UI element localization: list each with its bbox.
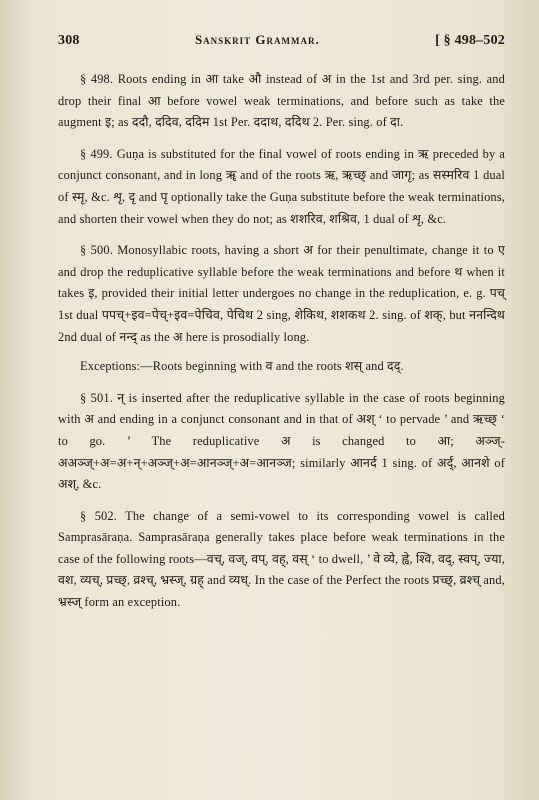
section-number: § 501. [80, 390, 113, 405]
section-number: § 498. [80, 72, 114, 86]
running-head [58, 32, 505, 49]
running-title: Sanskrit Grammar. [194, 32, 320, 47]
paragraph-501 [58, 388, 505, 496]
section-number: § 500. [80, 243, 113, 258]
paragraph-text: The change of a semi-vowel to its corresponding vowel is called Samprasāraṇa. Samprasāraṇa generally takes place before weak terminations in the case of the following roots—वच्, वज्, वप्, वह्, वस् ‘ to dwell, ’ वे व्ये, ह्वे, श्वि, वद्, स्वप्, ज्या, वश, व्यच्, प्रच्छ्, व्रश्च्, भ्रस्ज्, ग्रह् and व्यध्. In the case of the Perfect the roots प्रच्छ्, व्रश्च् and, भ्रस्ज् form an exception. [58, 508, 505, 610]
paragraph-text: Roots ending in आ take औ instead of अ in the 1st and 3rd per. sing. and drop their final आ before vowel weak terminations, and before such as take the augment इ; as ददौ, ददिव, ददिम 1st Per. ददाथ, ददिथ 2. Per. sing. of दा. [58, 72, 505, 130]
section-number: § 502. [80, 508, 117, 523]
page-number: 308 [58, 33, 80, 48]
paragraph-500 [58, 240, 505, 348]
paragraph-499 [58, 144, 505, 230]
paragraph-502 [58, 506, 505, 614]
section-number: § 499. [80, 146, 113, 161]
paragraph-498 [58, 69, 505, 134]
paragraph-text: Exceptions:—Roots beginning with व and the roots शस् and दद्. [80, 359, 404, 374]
paragraph-text: Guṇa is substituted for the final vowel of roots ending in ऋ preceded by a conjunct consonant, and in long ॠ and of the roots ऋ, ऋच्छ् and जागृ; as सस्मरिव 1 dual of स्मृ, &c. शृ, दृ and पृ optionally take the Guṇa substitute before the weak terminations, and shorten their vowel when they do not; as शशरिव, शश्रिव, 1 dual of शृ, &c. [58, 146, 505, 226]
paragraph-exceptions [58, 356, 505, 378]
section-range: [ § 498–502 [435, 33, 505, 48]
paragraph-text: न् is inserted after the reduplicative syllable in the case of roots beginning with अ and ending in a conjunct consonant and in that of अश् ‘ to pervade ’ and ऋच्छ् ‘ to go. ’ The reduplicative अ is changed to आ; अञ्ज्-अअञ्ज्+अ=अ+न्+अञ्ज्+अ=आनञ्ज्+अ=आनञ्ज; similarly आनर्द 1 sing. of अर्द्, आनशे of अश्, &c. [58, 390, 505, 492]
paragraph-text: Monosyllabic roots, having a short अ for their penultimate, change it to ए and drop the reduplicative syllable before the weak terminations and before थ when it takes इ, provided their initial letter undergoes no change in the reduplication, e. g. पच् 1st dual पपच्+इव=पेच्+इव=पेचिव, पेचिथ 2 sing, शेकिथ, शशकथ 2. sing. of शक्, but ननन्दिथ 2nd dual of नन्द् as the अ here is prosodially long. [58, 243, 505, 344]
